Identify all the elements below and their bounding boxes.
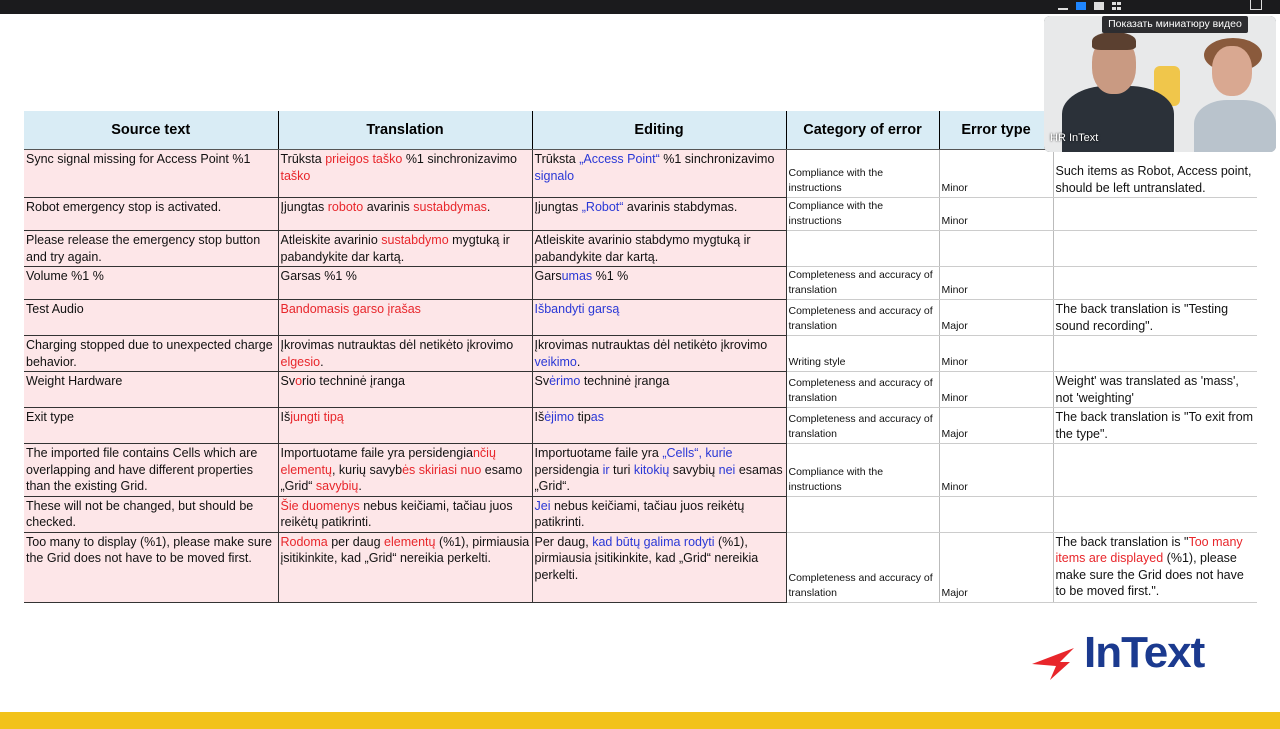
cell-category-of-error: Compliance with the instructions (786, 150, 939, 198)
text-segment: Įjungtas (280, 200, 328, 214)
text-segment: Importuotame faile yra persidengia (280, 446, 473, 460)
cell-category-of-error: Completeness and accuracy of translation (786, 408, 939, 444)
text-segment: (%1), pirmiausia įsitikinkite, kad „Grid“ nereikia perkelti. (534, 534, 759, 582)
text-segment: Įkrovimas nutrauktas dėl netikėto įkrovimo (534, 338, 768, 352)
cell-error-type (939, 231, 1053, 267)
text-segment: ėrimo (549, 374, 581, 388)
text-segment: nebus keičiami, tačiau juos reikėtų patikrinti. (534, 498, 745, 529)
text-segment: . (358, 479, 362, 493)
cell-comment (1053, 150, 1257, 198)
cell-comment (1053, 444, 1257, 497)
cell-editing (532, 231, 786, 267)
text-segment: tip (574, 410, 591, 424)
text-segment: sustabdymo (381, 233, 449, 247)
text-segment: The back translation is "To exit from the type". (1055, 410, 1254, 441)
table-row (24, 444, 1257, 497)
cell-error-type: Major (939, 532, 1053, 602)
cell-category-of-error (786, 231, 939, 267)
cell-error-type: Minor (939, 198, 1053, 231)
text-segment: Trūksta (534, 152, 580, 166)
text-segment: „Robot“ (581, 200, 624, 214)
text-segment: o (295, 374, 303, 388)
text-segment: kad būtų galima rodyti (592, 534, 715, 549)
text-segment: nebus keičiami, tačiau juos reikėtų patikrinti. (280, 498, 513, 529)
cell-error-type (939, 496, 1053, 532)
text-segment: jungti (290, 410, 321, 424)
text-segment: Too many items are displayed (1055, 534, 1243, 565)
cell-error-type: Minor (939, 150, 1053, 198)
text-segment: Such items as Robot, Access point, should be left untranslated. (1055, 164, 1252, 195)
cell-error-type: Minor (939, 336, 1053, 372)
cell-comment (1053, 198, 1257, 231)
text-segment: elgesio (280, 354, 321, 369)
cell-translation (278, 336, 532, 372)
table-row (24, 408, 1257, 444)
text-segment: veikimo (534, 354, 577, 369)
cell-source-text: The imported file contains Cells which are overlapping and have different properties than the existing Grid. (24, 444, 278, 497)
cell-comment (1053, 231, 1257, 267)
bottom-accent-bar (0, 712, 1280, 729)
text-segment: sustabdymas (413, 200, 487, 214)
table-row (24, 496, 1257, 532)
cell-category-of-error: Completeness and accuracy of translation (786, 300, 939, 336)
table-row (24, 267, 1257, 300)
cell-comment (1053, 496, 1257, 532)
text-segment: tipą (323, 410, 344, 424)
cell-translation (278, 198, 532, 231)
text-segment: „Cells“, kurie (662, 446, 733, 460)
table-row (24, 231, 1257, 267)
header-translation: Translation (278, 111, 532, 150)
text-segment: Gars (534, 269, 562, 283)
table-row (24, 300, 1257, 336)
text-segment: signalo (534, 168, 575, 183)
cell-translation (278, 300, 532, 336)
cell-error-type: Minor (939, 444, 1053, 497)
show-video-thumbnail-tooltip: Показать миниатюру видео (1102, 16, 1248, 33)
text-segment: umas (561, 269, 593, 283)
cell-comment (1053, 300, 1257, 336)
cell-translation (278, 532, 532, 602)
cell-editing (532, 300, 786, 336)
text-segment: Iš (280, 410, 291, 424)
text-segment: savybių (315, 479, 359, 493)
text-segment: techninė įranga (580, 374, 670, 388)
cell-category-of-error: Compliance with the instructions (786, 198, 939, 231)
text-segment: prieigos (325, 152, 369, 166)
cell-source-text: Volume %1 % (24, 267, 278, 300)
text-segment: savybių (669, 462, 719, 477)
cell-source-text: Sync signal missing for Access Point %1 (24, 150, 278, 198)
text-segment: nei (718, 462, 736, 477)
text-segment: Atleiskite avarinio (280, 233, 382, 247)
text-segment: roboto (327, 200, 364, 214)
text-segment: . (320, 354, 324, 369)
text-segment: Atleiskite avarinio stabdymo mygtuką ir pabandykite dar kartą. (534, 233, 751, 264)
text-segment: %1 sinchronizavimo (402, 152, 517, 166)
text-segment: garso (352, 302, 385, 316)
text-segment: esamo „Grid“ (280, 462, 523, 493)
video-thumbnail[interactable] (1044, 16, 1276, 152)
text-segment: ės skiriasi nuo (402, 462, 482, 477)
cell-source-text: Exit type (24, 408, 278, 444)
cell-translation (278, 372, 532, 408)
cell-category-of-error: Completeness and accuracy of translation (786, 532, 939, 602)
text-segment: The back translation is "Testing sound recording". (1055, 302, 1229, 333)
strip-view-icon[interactable] (1094, 2, 1104, 10)
cell-translation (278, 496, 532, 532)
translation-review-table (24, 111, 1257, 603)
cell-comment (1053, 408, 1257, 444)
text-segment: Per daug, (534, 534, 593, 549)
cell-error-type: Minor (939, 267, 1053, 300)
cell-editing (532, 372, 786, 408)
cell-error-type: Major (939, 408, 1053, 444)
text-segment: Trūksta (280, 152, 326, 166)
text-segment: Iš (534, 410, 545, 424)
text-segment: Bandomasis (280, 302, 350, 316)
text-segment: avarinis (363, 200, 414, 214)
speaker-view-icon[interactable] (1076, 2, 1086, 10)
cell-comment (1053, 532, 1257, 602)
intext-logo (1030, 628, 1240, 688)
text-segment: Sv (534, 374, 550, 388)
cell-editing (532, 198, 786, 231)
text-segment: Jei (534, 498, 551, 513)
text-segment: Rodoma (280, 534, 328, 549)
cell-category-of-error (786, 496, 939, 532)
cell-comment (1053, 372, 1257, 408)
text-segment: nčių elementų (280, 446, 496, 477)
table-row (24, 532, 1257, 602)
text-segment: mygtuką ir pabandykite dar kartą. (280, 233, 510, 264)
cell-source-text: Test Audio (24, 300, 278, 336)
cell-comment (1053, 267, 1257, 300)
text-segment: Šie duomenys (280, 498, 360, 513)
text-segment: The back translation is " (1055, 534, 1189, 549)
text-segment: turi (609, 462, 634, 477)
text-segment: avarinis stabdymas. (623, 200, 738, 214)
cell-translation (278, 444, 532, 497)
table-row (24, 198, 1257, 231)
text-segment: įrašas (387, 302, 421, 316)
text-segment: per daug (327, 534, 385, 549)
cell-category-of-error: Completeness and accuracy of translation (786, 372, 939, 408)
text-segment: elementų (384, 534, 436, 549)
text-segment: persidengia (534, 462, 603, 477)
text-segment: %1 sinchronizavimo (659, 152, 775, 166)
cell-translation (278, 408, 532, 444)
text-segment: kitokių (633, 462, 670, 477)
text-segment: as (590, 410, 604, 424)
cell-source-text: Charging stopped due to unexpected charge behavior. (24, 336, 278, 372)
cell-editing (532, 150, 786, 198)
text-segment: , kurių savyb (331, 462, 403, 477)
minimize-icon[interactable] (1058, 8, 1068, 10)
cell-translation (278, 231, 532, 267)
cell-category-of-error: Completeness and accuracy of translation (786, 267, 939, 300)
text-segment: . (576, 354, 581, 369)
cell-source-text: Too many to display (%1), please make sure the Grid does not have to be moved first. (24, 532, 278, 602)
cell-category-of-error: Writing style (786, 336, 939, 372)
text-segment: garsą (588, 302, 620, 316)
logo-arrow-icon (1030, 640, 1080, 680)
header-error-type: Error type (939, 111, 1053, 150)
cell-category-of-error: Compliance with the instructions (786, 444, 939, 497)
exit-fullscreen-icon[interactable] (1250, 0, 1262, 10)
text-segment: Įjungtas (534, 200, 582, 214)
gallery-view-icon[interactable] (1112, 2, 1122, 10)
cell-editing (532, 336, 786, 372)
cell-translation (278, 267, 532, 300)
text-segment: Išbandyti (534, 302, 585, 316)
table-row (24, 336, 1257, 372)
cell-error-type: Minor (939, 372, 1053, 408)
text-segment: Importuotame faile yra (534, 446, 663, 460)
text-segment: taško (280, 168, 311, 183)
text-segment: Weight' was translated as 'mass', not 'weighting' (1055, 374, 1239, 405)
text-segment: esamas „Grid“. (534, 462, 783, 493)
text-segment: taško (372, 152, 403, 166)
logo-text: InText (1084, 628, 1205, 677)
text-segment: (%1), pirmiausia įsitikinkite, kad „Grid“ nereikia perkelti. (280, 534, 530, 565)
text-segment: Garsas %1 % (280, 269, 357, 283)
text-segment: (%1), please make sure the Grid does not have to be moved first.". (1055, 551, 1244, 598)
header-editing: Editing (532, 111, 786, 150)
cell-editing (532, 444, 786, 497)
participant-name: HR InText (1050, 132, 1099, 144)
cell-editing (532, 408, 786, 444)
cell-source-text: These will not be changed, but should be checked. (24, 496, 278, 532)
cell-source-text: Robot emergency stop is activated. (24, 198, 278, 231)
text-segment: ėjimo (544, 410, 575, 424)
text-segment: . (486, 200, 491, 214)
header-category-of-error: Category of error (786, 111, 939, 150)
text-segment: Įkrovimas nutrauktas dėl netikėto įkrovimo (280, 338, 514, 352)
header-source-text: Source text (24, 111, 278, 150)
cell-error-type: Major (939, 300, 1053, 336)
text-segment: rio techninė įranga (302, 374, 405, 388)
video-controls (1058, 0, 1122, 12)
table-row (24, 150, 1257, 198)
cell-editing (532, 532, 786, 602)
text-segment: %1 % (592, 269, 629, 283)
cell-editing (532, 267, 786, 300)
text-segment: ir (602, 462, 610, 477)
cell-source-text: Please release the emergency stop button and try again. (24, 231, 278, 267)
text-segment: Sv (280, 374, 296, 388)
cell-source-text: Weight Hardware (24, 372, 278, 408)
cell-translation (278, 150, 532, 198)
cell-editing (532, 496, 786, 532)
text-segment: „Access Point“ (579, 152, 660, 166)
cell-comment (1053, 336, 1257, 372)
table-row (24, 372, 1257, 408)
